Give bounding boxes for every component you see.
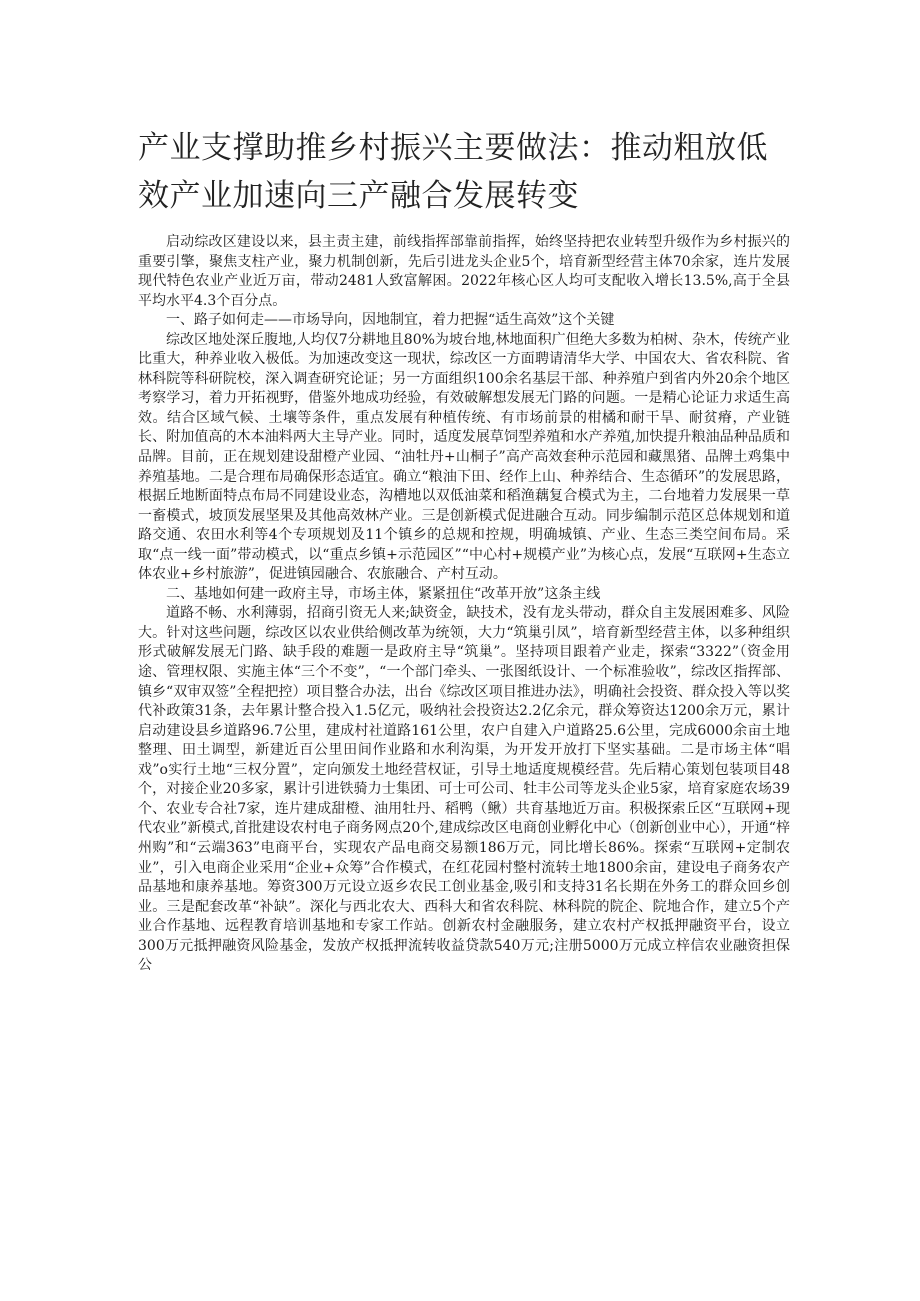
- intro-paragraph: 启动综改区建设以来，县主责主建，前线指挥部靠前指挥，始终坚持把农业转型升级作为乡村振兴的重要引擎，聚焦支柱产业，聚力机制创新，先后引进龙头企业5个，培育新型经营主体70余家，连片发展现代特色农业产业近万亩，带动2481人致富解困。2022年核心区人均可支配收入增长13.5%,高于全县平均水平4.3个百分点。: [138, 234, 790, 309]
- section-heading-2: 二、基地如何建一政府主导，市场主体，紧紧扭住“改革开放”这条主线: [166, 585, 601, 602]
- document-body: [138, 233, 790, 976]
- body-paragraph: 道路不畅、水利薄弱，招商引资无人来;缺资金，缺技术，没有龙头带动，群众自主发展困难多、风险大。针对这些问题，综改区以农业供给侧改革为统领，大力“筑巢引凤”，培育新型经营主体，以多种组织形式破解发展无门路、缺手段的难题一是政府主导“筑巢”。坚持项目跟着产业走，探索“3322”（资金用途、管理权限、实施主体“三个不变”，“一个部门牵头、一张图纸设计、一个标准验收”，综改区指挥部、镇乡“双审双签”全程把控）项目整合办法，出台《综改区项目推进办法》，明确社会投资、群众投入等以奖代补政策31条，去年累计整合投入1.5亿元，吸纳社会投资达2.2亿余元，群众筹资达1200余万元，累计启动建设县乡道路96.7公里，建成村社道路161公里，农户自建入户道路25.6公里，完成6000余亩土地整理、田土调型，新建近百公里田间作业路和水利沟渠，为开发开放打下坚实基础。二是市场主体“唱戏”o实行土地“三权分置”，定向颁发土地经营权证，引导土地适度规模经营。先后精心策划包装项目48个，对接企业20多家，累计引进铁骑力士集团、可士可公司、牡丰公司等龙头企业5家，培育家庭农场39个、农业专合社7家，连片建成甜橙、油用牡丹、稻鸭（鳅）共育基地近万亩。积极探索丘区“互联网+现代农业”新模式,首批建设农村电子商务网点20个,建成综改区电商创业孵化中心（创新创业中心），开通“梓州购”和“云端363”电商平台，实现农产品电商交易额186万元，同比增长86%。探索“互联网+定制农业”，引入电商企业采用“企业+众筹”合作模式，在红花园村整村流转土地1800余亩，建设电子商务农产品基地和康养基地。筹资300万元设立返乡农民工创业基金,吸引和支持31名长期在外务工的群众回乡创业。三是配套改革“补缺”。深化与西北农大、西科大和省农科院、林科院的院企、院地合作，建立5个产业合作基地、远程教育培训基地和专家工作站。创新农村金融服务，建立农村产权抵押融资平台，设立300万元抵押融资风险基金，发放产权抵押流转收益贷款540万元;注册5000万元成立梓信农业融资担保公: [138, 605, 790, 974]
- body-paragraph: 综改区地处深丘腹地,人均仅7分耕地且80%为坡台地,林地面积广但绝大多数为柏树、杂木，传统产业比重大，种养业收入极低。为加速改变这一现状，综改区一方面聘请清华大学、中国农大、省农科院、省林科院等科研院校，深入调查研究论证；另一方面组织100余名基层干部、种养殖户到省内外20余个地区考察学习，着力开拓视野，借鉴外地成功经验，有效破解想发展无门路的问题。一是精心论证力求适生高效。结合区域气候、土壤等条件，重点发展有种植传统、有市场前景的柑橘和耐干旱、耐贫瘠，产业链长、附加值高的木本油料两大主导产业。同时，适度发展草饲型养殖和水产养殖,加快提升粮油品种品质和品牌。目前，正在规划建设甜橙产业园、“油牡丹+山桐子”高产高效套种示范园和藏黑猪、品牌土鸡集中养殖基地。二是合理布局确保形态适宜。确立“粮油下田、经作上山、种养结合、生态循环”的发展思路，根据丘地断面特点布局不同建设业态，沟槽地以双低油菜和稻渔藕复合模式为主，二台地着力发展果一草一畜模式，坡顶发展坚果及其他高效林产业。三是创新模式促进融合互动。同步编制示范区总体规划和道路交通、农田水利等4个专项规划及11个镇乡的总规和控规，明确城镇、产业、生态三类空间布局。采取“点一线一面”带动模式，以“重点乡镇+示范园区”“中心村+规模产业”为核心点，发展“互联网+生态立体农业+乡村旅游”，促进镇园融合、农旅融合、产村互动。: [138, 331, 790, 583]
- document-title: 产业支撑助推乡村振兴主要做法：推动粗放低效产业加速向三产融合发展转变: [138, 130, 768, 214]
- section-heading-1: 一、路子如何走——市场导向，因地制宜，着力把握“适生高效”这个关键: [166, 312, 615, 329]
